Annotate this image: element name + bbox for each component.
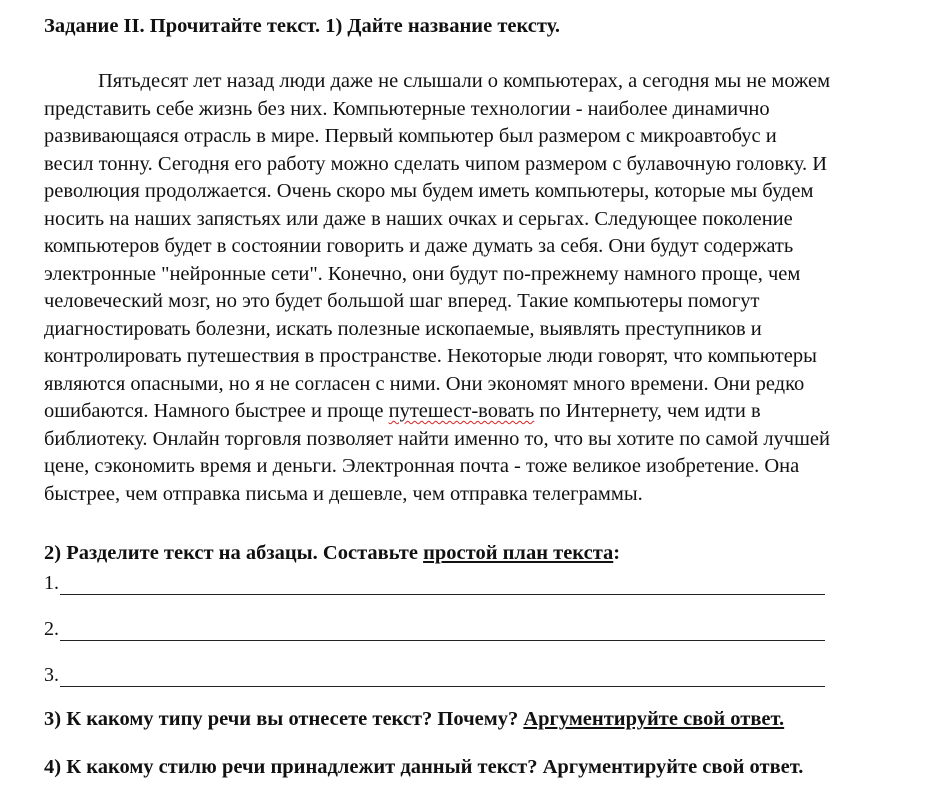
text-line: весил тонну. Сегодня его работу можно сделать чипом размером с булавочную головку. И <box>44 152 828 175</box>
task-2-underlined: простой план текста <box>423 542 614 564</box>
text-line: компьютеров будет в состоянии говорить и даже думать за себя. Они будут содержать <box>44 235 794 257</box>
plan-item-number: 3. <box>44 664 59 686</box>
text-line: электронные "нейронные сети". Конечно, они будут по-прежнему намного проще, чем <box>44 262 801 285</box>
misspelled-word: путешест-вовать <box>388 400 535 422</box>
plan-item-3[interactable] <box>44 664 834 690</box>
text-line: носить на наших запястьях или даже в наших очках и серьгах. Следующее поколение <box>44 207 793 230</box>
plan-item-number: 1. <box>44 572 59 594</box>
text-line: человеческий мозг, но это будет большой шаг вперед. Такие компьютеры помогут <box>44 290 760 312</box>
plan-item-2[interactable] <box>44 618 834 644</box>
text-line <box>44 398 904 426</box>
task-2-text: 2) Разделите текст на абзацы. Составьте <box>44 542 424 564</box>
task-4-question: 4) К какому стилю речи принадлежит данный текст? Аргументируйте свой ответ. <box>44 756 804 778</box>
text-line: диагностировать болезни, искать полезные ископаемые, выявлять преступников и <box>44 317 762 340</box>
task-3-text: 3) К какому типу речи вы отнесете текст? Почему? <box>44 708 524 730</box>
task-heading: Задание II. Прочитайте текст. 1) Дайте название тексту. <box>44 15 561 37</box>
text-segment: по Интернету, чем идти в <box>534 400 761 422</box>
plan-item-1[interactable] <box>44 572 834 598</box>
text-line: революция продолжается. Очень скоро мы будем иметь компьютеры, которые мы будем <box>44 180 814 202</box>
text-line: библиотеку. Онлайн торговля позволяет найти именно то, что вы хотите по самой лучшей <box>44 427 830 450</box>
text-line: являются опасными, но я не согласен с ними. Они экономят много времени. Они редко <box>44 372 805 395</box>
text-line: развивающаяся отрасль в мире. Первый компьютер был размером с микроавтобус и <box>44 125 777 147</box>
reading-text <box>44 68 904 508</box>
task-2-heading <box>44 542 620 565</box>
task-2-colon: : <box>613 542 621 564</box>
text-line: представить себе жизнь без них. Компьютерные технологии - наиболее динамично <box>44 97 770 120</box>
task-3-question <box>44 708 784 731</box>
text-line: контролировать путешествия в пространстве. Некоторые люди говорят, что компьютеры <box>44 345 817 367</box>
text-segment: ошибаются. Намного быстрее и проще <box>44 400 389 422</box>
text-line: цене, сэкономить время и деньги. Электронная почта - тоже великое изобретение. Она <box>44 455 800 477</box>
text-line: быстрее, чем отправка письма и дешевле, чем отправка телеграммы. <box>44 482 643 505</box>
plan-answer-line[interactable] <box>60 594 825 595</box>
text-line: Пятьдесят лет назад люди даже не слышали о компьютерах, а сегодня мы не можем <box>98 70 831 92</box>
plan-item-number: 2. <box>44 618 59 640</box>
plan-answer-line[interactable] <box>60 640 825 641</box>
plan-answer-line[interactable] <box>60 686 825 687</box>
task-3-underlined: Аргументируйте свой ответ. <box>523 708 785 730</box>
